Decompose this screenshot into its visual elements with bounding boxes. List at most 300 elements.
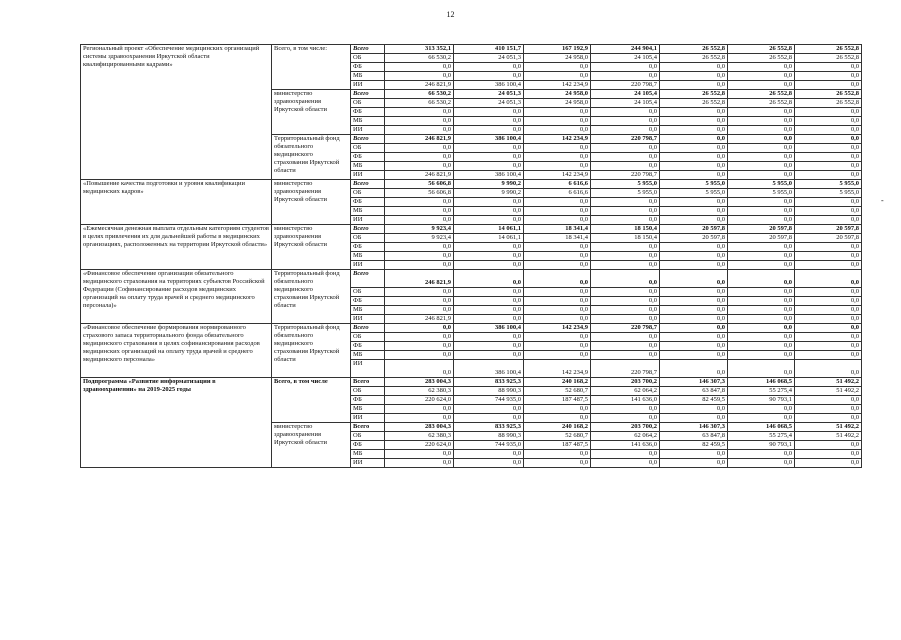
value-cell: 82 459,5: [660, 441, 728, 450]
value-cell: 0,0: [728, 252, 795, 261]
value-cell: 0,0: [660, 315, 728, 324]
value-cell: 0,0: [660, 216, 728, 225]
value-cell: 0,0: [660, 261, 728, 270]
funding-source: ОБ: [351, 432, 385, 441]
value-cell: 0,0: [660, 144, 728, 153]
value-cell: 0,0: [454, 207, 524, 216]
funding-source: МБ: [351, 207, 385, 216]
value-cell: 0,0: [728, 198, 795, 207]
value-cell: 55 275,4: [728, 387, 795, 396]
value-cell: 0,0: [728, 207, 795, 216]
funding-source: ФБ: [351, 198, 385, 207]
funding-source: ИИ: [351, 81, 385, 90]
value-cell: 0,0: [591, 261, 660, 270]
value-cell: 62 380,3: [385, 432, 454, 441]
value-cell: 51 492,2: [795, 432, 862, 441]
value-cell: 0,0: [454, 333, 524, 342]
value-cell: 20 597,8: [728, 225, 795, 234]
funding-source: ИИ: [351, 315, 385, 324]
value-cell: 0,0: [660, 288, 728, 297]
funding-source: ОБ: [351, 54, 385, 63]
value-cell: 20 597,8: [795, 225, 862, 234]
value-cell: 14 061,1: [454, 234, 524, 243]
value-cell: 0,0: [385, 405, 454, 414]
value-cell: 0,0: [795, 360, 862, 378]
value-cell: 0,0: [385, 198, 454, 207]
executor-name: министерство здравоохранения Иркутской области: [272, 180, 351, 225]
value-cell: 0,0: [524, 351, 591, 360]
value-cell: 0,0: [385, 288, 454, 297]
value-cell: 0,0: [454, 459, 524, 468]
value-cell: 0,0: [454, 450, 524, 459]
value-cell: 56 606,8: [385, 180, 454, 189]
funding-source: МБ: [351, 405, 385, 414]
value-cell: 220 624,0: [385, 441, 454, 450]
value-cell: 26 552,8: [795, 99, 862, 108]
value-cell: 0,0: [728, 288, 795, 297]
value-cell: 0,0: [591, 459, 660, 468]
value-cell: 0,0: [728, 171, 795, 180]
value-cell: 0,0: [454, 108, 524, 117]
value-cell: 0,0: [385, 153, 454, 162]
value-cell: 0,0: [454, 117, 524, 126]
value-cell: 0,0: [524, 198, 591, 207]
value-cell: 0,0: [385, 243, 454, 252]
value-cell: 0,0: [591, 216, 660, 225]
value-cell: 0,0: [524, 117, 591, 126]
value-cell: 203 700,2: [591, 378, 660, 387]
value-cell: 0,0: [728, 315, 795, 324]
value-cell: 0,0: [454, 72, 524, 81]
value-cell: 0,0: [728, 126, 795, 135]
funding-source: ФБ: [351, 63, 385, 72]
executor-name: Территориальный фонд обязательного медицинского страхования Иркутской области: [272, 270, 351, 324]
value-cell: 146 307,3: [660, 423, 728, 432]
funding-source: ОБ: [351, 189, 385, 198]
value-cell: 0,0: [591, 162, 660, 171]
value-cell: 0,0: [795, 126, 862, 135]
value-cell: 26 552,8: [728, 45, 795, 54]
value-cell: 20 597,8: [660, 234, 728, 243]
value-cell: 26 552,8: [728, 90, 795, 99]
funding-source: Всего: [351, 225, 385, 234]
value-cell: 90 793,1: [728, 396, 795, 405]
funding-source: Всего: [351, 324, 385, 333]
value-cell: 0,0: [385, 72, 454, 81]
funding-source: ФБ: [351, 396, 385, 405]
funding-source: ФБ: [351, 243, 385, 252]
value-cell: 246 821,9: [385, 135, 454, 144]
value-cell: 66 530,2: [385, 99, 454, 108]
value-cell: 142 234,9: [524, 360, 591, 378]
value-cell: 0,0: [524, 333, 591, 342]
value-cell: 0,0: [728, 270, 795, 288]
value-cell: 63 847,8: [660, 387, 728, 396]
value-cell: 0,0: [728, 324, 795, 333]
value-cell: 0,0: [795, 108, 862, 117]
value-cell: 0,0: [660, 243, 728, 252]
value-cell: 18 341,4: [524, 225, 591, 234]
funding-source: ИИ: [351, 261, 385, 270]
value-cell: 0,0: [660, 198, 728, 207]
value-cell: 18 150,4: [591, 234, 660, 243]
value-cell: 0,0: [660, 297, 728, 306]
value-cell: 0,0: [795, 252, 862, 261]
value-cell: 0,0: [385, 261, 454, 270]
value-cell: 0,0: [385, 324, 454, 333]
value-cell: 0,0: [385, 117, 454, 126]
value-cell: 0,0: [728, 342, 795, 351]
value-cell: 0,0: [454, 162, 524, 171]
value-cell: 142 234,9: [524, 171, 591, 180]
value-cell: 52 680,7: [524, 432, 591, 441]
value-cell: 0,0: [591, 342, 660, 351]
value-cell: 0,0: [660, 405, 728, 414]
funding-source: МБ: [351, 162, 385, 171]
value-cell: 6 616,6: [524, 189, 591, 198]
value-cell: 52 680,7: [524, 387, 591, 396]
value-cell: 744 935,0: [454, 441, 524, 450]
value-cell: 0,0: [591, 270, 660, 288]
value-cell: 0,0: [795, 198, 862, 207]
value-cell: 220 798,7: [591, 135, 660, 144]
value-cell: 0,0: [591, 153, 660, 162]
value-cell: 0,0: [660, 351, 728, 360]
value-cell: 0,0: [795, 414, 862, 423]
value-cell: 0,0: [591, 108, 660, 117]
value-cell: 0,0: [728, 306, 795, 315]
value-cell: 5 955,0: [795, 180, 862, 189]
funding-source: МБ: [351, 450, 385, 459]
measure-name: Региональный проект «Обеспечение медицинских организаций системы здравоохранения Иркутской области квалифицированными кадрами»: [81, 45, 272, 180]
value-cell: 0,0: [660, 207, 728, 216]
value-cell: 5 955,0: [660, 180, 728, 189]
value-cell: 744 935,0: [454, 396, 524, 405]
value-cell: 0,0: [728, 333, 795, 342]
value-cell: 51 492,2: [795, 378, 862, 387]
funding-source: ИИ: [351, 459, 385, 468]
value-cell: 0,0: [385, 333, 454, 342]
value-cell: 0,0: [795, 405, 862, 414]
value-cell: 0,0: [591, 72, 660, 81]
value-cell: 26 552,8: [728, 54, 795, 63]
value-cell: 0,0: [454, 405, 524, 414]
value-cell: 0,0: [795, 153, 862, 162]
value-cell: 26 552,8: [795, 90, 862, 99]
value-cell: 0,0: [454, 315, 524, 324]
value-cell: 0,0: [660, 414, 728, 423]
value-cell: 386 100,4: [454, 324, 524, 333]
executor-name: Всего, в том числе:: [272, 45, 351, 90]
value-cell: 0,0: [454, 351, 524, 360]
value-cell: 246 821,9: [385, 171, 454, 180]
value-cell: 18 341,4: [524, 234, 591, 243]
value-cell: 24 105,4: [591, 99, 660, 108]
value-cell: 220 798,7: [591, 324, 660, 333]
measure-name: «Финансовое обеспечение формирования нормированного страхового запаса территориального фонда обязательного медицинского страхования в целях софинансирования расходов медицинских организаций на оплату труда врачей и среднего медицинского персонала»: [81, 324, 272, 378]
value-cell: 833 925,3: [454, 423, 524, 432]
value-cell: 0,0: [385, 351, 454, 360]
funding-source: ИИ: [351, 360, 385, 378]
value-cell: 0,0: [660, 63, 728, 72]
value-cell: 0,0: [524, 414, 591, 423]
value-cell: 26 552,8: [728, 99, 795, 108]
funding-source: МБ: [351, 117, 385, 126]
table-row: [81, 378, 862, 387]
funding-source: ОБ: [351, 234, 385, 243]
value-cell: 62 064,2: [591, 432, 660, 441]
value-cell: 0,0: [728, 243, 795, 252]
value-cell: 6 616,6: [524, 180, 591, 189]
value-cell: 0,0: [524, 63, 591, 72]
value-cell: 0,0: [524, 207, 591, 216]
funding-source: ФБ: [351, 297, 385, 306]
value-cell: 0,0: [660, 81, 728, 90]
value-cell: 0,0: [591, 450, 660, 459]
value-cell: 0,0: [728, 81, 795, 90]
executor-name: министерство здравоохранения Иркутской области: [272, 90, 351, 135]
value-cell: 0,0: [591, 315, 660, 324]
budget-table: [80, 44, 862, 468]
value-cell: 283 004,3: [385, 423, 454, 432]
value-cell: 0,0: [524, 153, 591, 162]
value-cell: 0,0: [385, 207, 454, 216]
value-cell: 0,0: [795, 459, 862, 468]
value-cell: 220 798,7: [591, 360, 660, 378]
value-cell: 18 150,4: [591, 225, 660, 234]
value-cell: 0,0: [524, 126, 591, 135]
measure-name: Подпрограмма «Развитие информатизации в здравоохранении» на 2019-2025 годы: [81, 378, 272, 468]
value-cell: 0,0: [591, 351, 660, 360]
value-cell: 386 100,4: [454, 81, 524, 90]
value-cell: 0,0: [660, 306, 728, 315]
value-cell: 187 487,5: [524, 396, 591, 405]
funding-source: МБ: [351, 252, 385, 261]
value-cell: 0,0: [591, 243, 660, 252]
value-cell: 0,0: [591, 414, 660, 423]
value-cell: 0,0: [795, 261, 862, 270]
margin-mark: -: [881, 196, 884, 205]
value-cell: 0,0: [660, 162, 728, 171]
funding-source: ОБ: [351, 288, 385, 297]
page-number: 12: [446, 10, 455, 19]
value-cell: 9 923,4: [385, 234, 454, 243]
value-cell: 0,0: [591, 252, 660, 261]
funding-source: Всего: [351, 378, 385, 387]
value-cell: 0,0: [728, 153, 795, 162]
table-row: [81, 225, 862, 234]
value-cell: 0,0: [795, 450, 862, 459]
value-cell: 0,0: [660, 342, 728, 351]
value-cell: 141 636,0: [591, 441, 660, 450]
value-cell: 0,0: [524, 252, 591, 261]
value-cell: 26 552,8: [795, 54, 862, 63]
value-cell: 0,0: [660, 135, 728, 144]
value-cell: 5 955,0: [728, 189, 795, 198]
value-cell: 0,0: [728, 414, 795, 423]
value-cell: 0,0: [454, 243, 524, 252]
value-cell: 82 459,5: [660, 396, 728, 405]
value-cell: 9 990,2: [454, 189, 524, 198]
value-cell: 0,0: [795, 315, 862, 324]
value-cell: 0,0: [795, 72, 862, 81]
value-cell: 0,0: [524, 342, 591, 351]
value-cell: 88 990,3: [454, 432, 524, 441]
table-row: [81, 180, 862, 189]
funding-source: ФБ: [351, 153, 385, 162]
value-cell: 203 700,2: [591, 423, 660, 432]
value-cell: 0,0: [591, 306, 660, 315]
value-cell: 146 068,5: [728, 378, 795, 387]
value-cell: 51 492,2: [795, 423, 862, 432]
value-cell: 0,0: [454, 216, 524, 225]
value-cell: 386 100,4: [454, 171, 524, 180]
value-cell: 14 061,1: [454, 225, 524, 234]
value-cell: 0,0: [385, 108, 454, 117]
value-cell: 24 958,0: [524, 99, 591, 108]
value-cell: 56 606,8: [385, 189, 454, 198]
value-cell: 0,0: [795, 396, 862, 405]
value-cell: 0,0: [728, 108, 795, 117]
value-cell: 0,0: [454, 297, 524, 306]
value-cell: 24 051,3: [454, 54, 524, 63]
value-cell: 142 234,9: [524, 135, 591, 144]
value-cell: 0,0: [795, 162, 862, 171]
value-cell: 146 307,3: [660, 378, 728, 387]
value-cell: 26 552,8: [660, 54, 728, 63]
value-cell: 0,0: [591, 63, 660, 72]
value-cell: 55 275,4: [728, 432, 795, 441]
value-cell: 0,0: [728, 450, 795, 459]
measure-name: «Повышение качества подготовки и уровня квалификации медицинских кадров»: [81, 180, 272, 225]
value-cell: 0,0: [660, 459, 728, 468]
value-cell: 0,0: [454, 342, 524, 351]
value-cell: 187 487,5: [524, 441, 591, 450]
table-row: [81, 324, 862, 333]
value-cell: 0,0: [795, 333, 862, 342]
value-cell: 0,0: [385, 63, 454, 72]
value-cell: 0,0: [728, 117, 795, 126]
value-cell: 0,0: [591, 297, 660, 306]
funding-source: Всего: [351, 423, 385, 432]
value-cell: 0,0: [524, 315, 591, 324]
table-body: [81, 45, 862, 468]
value-cell: 0,0: [591, 333, 660, 342]
value-cell: 0,0: [454, 63, 524, 72]
value-cell: 24 105,4: [591, 90, 660, 99]
value-cell: 0,0: [524, 270, 591, 288]
value-cell: 0,0: [454, 288, 524, 297]
value-cell: 0,0: [795, 297, 862, 306]
funding-source: Всего: [351, 90, 385, 99]
value-cell: 0,0: [660, 171, 728, 180]
value-cell: 0,0: [524, 459, 591, 468]
value-cell: 0,0: [591, 126, 660, 135]
funding-source: Всего: [351, 270, 385, 288]
value-cell: 0,0: [524, 450, 591, 459]
value-cell: 0,0: [524, 108, 591, 117]
value-cell: 142 234,9: [524, 324, 591, 333]
value-cell: 5 955,0: [795, 189, 862, 198]
funding-source: ФБ: [351, 108, 385, 117]
value-cell: 0,0: [728, 459, 795, 468]
value-cell: 51 492,2: [795, 387, 862, 396]
measure-name: «Ежемесячная денежная выплата отдельным категориям студентов в целях привлечения их для дальнейшей работы в медицинских организациях, расположенных на территории Иркутской области»: [81, 225, 272, 270]
table-row: [81, 45, 862, 54]
value-cell: 0,0: [795, 288, 862, 297]
value-cell: 0,0: [728, 72, 795, 81]
funding-source: ОБ: [351, 333, 385, 342]
value-cell: 0,0: [795, 63, 862, 72]
value-cell: 244 904,1: [591, 45, 660, 54]
value-cell: 0,0: [591, 198, 660, 207]
funding-source: МБ: [351, 306, 385, 315]
value-cell: 0,0: [385, 216, 454, 225]
value-cell: 0,0: [660, 360, 728, 378]
value-cell: 0,0: [728, 135, 795, 144]
value-cell: 313 352,1: [385, 45, 454, 54]
value-cell: 141 636,0: [591, 396, 660, 405]
value-cell: 0,0: [385, 252, 454, 261]
value-cell: 0,0: [524, 306, 591, 315]
value-cell: 0,0: [728, 63, 795, 72]
value-cell: 24 051,3: [454, 90, 524, 99]
value-cell: 9 990,2: [454, 180, 524, 189]
value-cell: 0,0: [660, 270, 728, 288]
value-cell: 66 530,2: [385, 54, 454, 63]
value-cell: 26 552,8: [660, 90, 728, 99]
value-cell: 0,0: [795, 441, 862, 450]
value-cell: 0,0: [454, 198, 524, 207]
value-cell: 0,0: [524, 72, 591, 81]
value-cell: 167 192,9: [524, 45, 591, 54]
value-cell: 20 597,8: [728, 234, 795, 243]
value-cell: 386 100,4: [454, 135, 524, 144]
value-cell: 0,0: [591, 144, 660, 153]
value-cell: 0,0: [728, 144, 795, 153]
value-cell: 220 798,7: [591, 171, 660, 180]
value-cell: 386 100,4: [454, 360, 524, 378]
value-cell: 0,0: [524, 288, 591, 297]
executor-name: Всего, в том числе: [272, 378, 351, 423]
value-cell: 0,0: [660, 72, 728, 81]
value-cell: 246 821,9: [385, 315, 454, 324]
value-cell: 0,0: [524, 405, 591, 414]
value-cell: 410 151,7: [454, 45, 524, 54]
value-cell: 9 923,4: [385, 225, 454, 234]
value-cell: 240 168,2: [524, 423, 591, 432]
funding-source: ФБ: [351, 342, 385, 351]
value-cell: 0,0: [385, 297, 454, 306]
value-cell: 0,0: [660, 333, 728, 342]
funding-source: ОБ: [351, 144, 385, 153]
value-cell: 0,0: [385, 360, 454, 378]
value-cell: 66 530,2: [385, 90, 454, 99]
funding-source: Всего: [351, 135, 385, 144]
value-cell: 24 105,4: [591, 54, 660, 63]
value-cell: 0,0: [795, 171, 862, 180]
funding-source: ОБ: [351, 387, 385, 396]
funding-source: ОБ: [351, 99, 385, 108]
executor-name: Территориальный фонд обязательного медицинского страхования Иркутской области: [272, 135, 351, 180]
value-cell: 0,0: [795, 306, 862, 315]
value-cell: 63 847,8: [660, 432, 728, 441]
value-cell: 0,0: [795, 324, 862, 333]
value-cell: 246 821,9: [385, 81, 454, 90]
executor-name: министерство здравоохранения Иркутской области: [272, 423, 351, 468]
value-cell: 146 068,5: [728, 423, 795, 432]
value-cell: 0,0: [728, 360, 795, 378]
